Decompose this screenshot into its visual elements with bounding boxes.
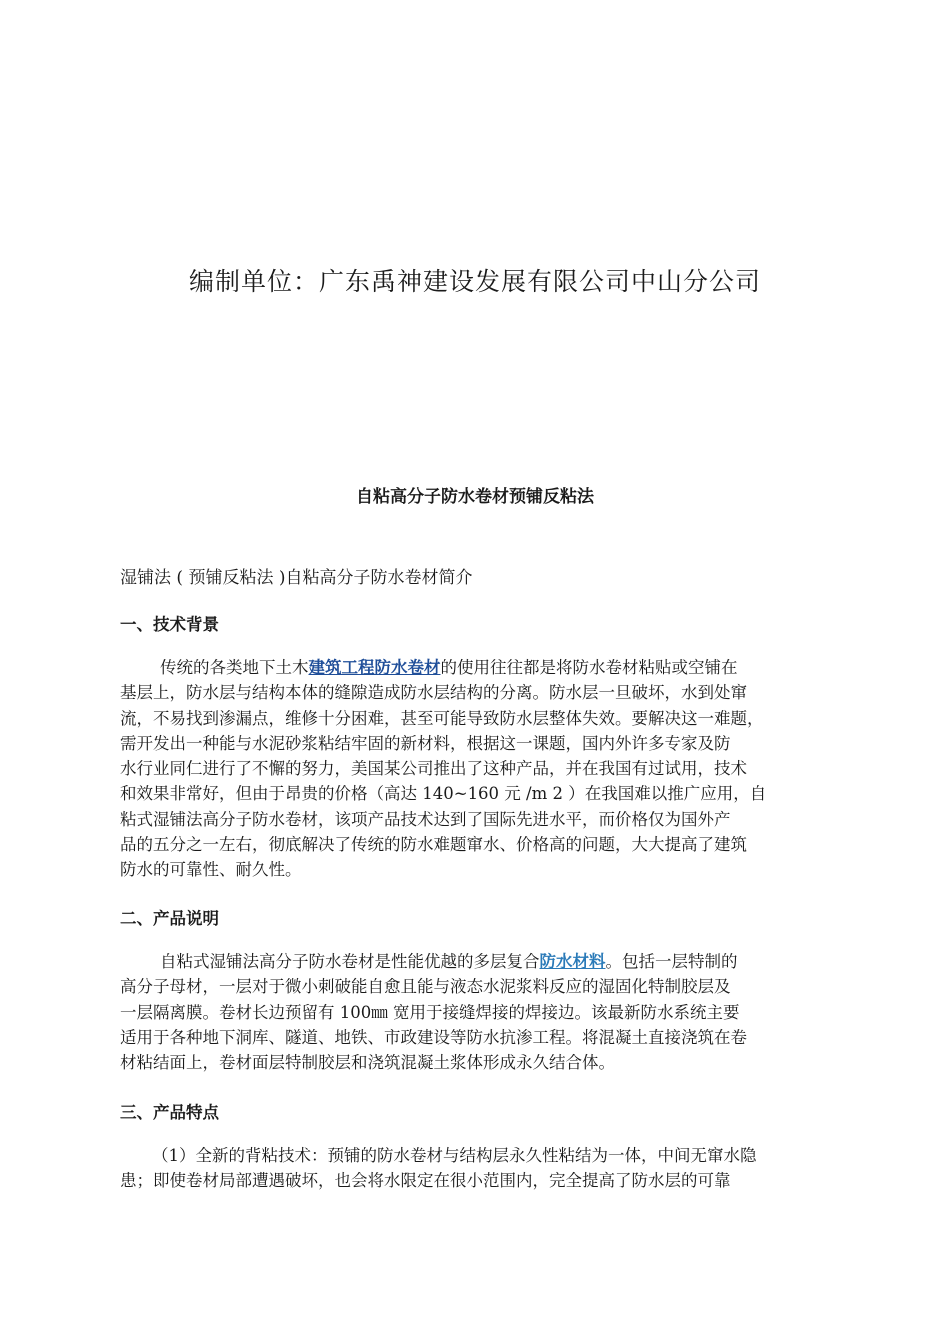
intro-line: 湿铺法 ( 预铺反粘法 )自粘高分子防水卷材简介	[120, 568, 473, 588]
paragraph-line: 防水的可靠性、耐久性。	[120, 860, 302, 880]
paragraph-line: 流，不易找到渗漏点，维修十分困难，甚至可能导致防水层整体失效。要解决这一难题，	[120, 708, 764, 728]
waterproof-membrane-link[interactable]: 建筑工程防水卷材	[308, 658, 441, 677]
section-1-heading: 一、技术背景	[120, 615, 219, 634]
document-title: 自粘高分子防水卷材预铺反粘法	[356, 487, 594, 507]
paragraph-line	[120, 949, 830, 974]
section-1-paragraph	[120, 655, 830, 883]
paragraph-line: 材粘结面上，卷材面层特制胶层和浇筑混凝土浆体形成永久结合体。	[120, 1053, 615, 1073]
paragraph-line: 和效果非常好，但由于昂贵的价格（高达 140~160 元 /m 2 ）在我国难以推广应用，自	[120, 784, 767, 804]
paragraph-line: 一层隔离膜。卷材长边预留有 100㎜ 宽用于接缝焊接的焊接边。该最新防水系统主要	[120, 1002, 740, 1022]
text-span: 。包括一层特制的	[605, 952, 738, 971]
paragraph-line: 粘式湿铺法高分子防水卷材，该项产品技术达到了国际先进水平，而价格仅为国外产	[120, 809, 731, 829]
paragraph-line: 基层上，防水层与结构本体的缝隙造成防水层结构的分离。防水层一旦破坏，水到处窜	[120, 683, 747, 703]
paragraph-line: 患；即使卷材局部遭遇破坏，也会将水限定在很小范围内，完全提高了防水层的可靠	[120, 1171, 731, 1191]
paragraph-line: 水行业同仁进行了不懈的努力，美国某公司推出了这种产品，并在我国有过试用，技术	[120, 759, 747, 779]
waterproof-material-link[interactable]: 防水材料	[539, 952, 606, 971]
section-2-paragraph	[120, 949, 830, 1075]
text-span: 传统的各类地下土木	[160, 658, 309, 677]
paragraph-line: 品的五分之一左右，彻底解决了传统的防水难题窜水、价格高的问题，大大提高了建筑	[120, 835, 747, 855]
text-span: 自粘式湿铺法高分子防水卷材是性能优越的多层复合	[160, 952, 540, 971]
paragraph-line: 高分子母材，一层对于微小刺破能自愈且能与液态水泥浆料反应的湿固化特制胶层及	[120, 977, 731, 997]
section-2-heading: 二、产品说明	[120, 909, 219, 928]
section-3-paragraph	[120, 1143, 830, 1194]
paragraph-line: 适用于各种地下洞库、隧道、地铁、市政建设等防水抗渗工程。将混凝土直接浇筑在卷	[120, 1027, 747, 1047]
paragraph-line: （1）全新的背粘技术：预铺的防水卷材与结构层永久性粘结为一体，中间无窜水隐	[152, 1146, 757, 1165]
paragraph-line	[120, 655, 830, 680]
paragraph-line: 需开发出一种能与水泥砂浆粘结牢固的新材料，根据这一课题，国内外许多专家及防	[120, 733, 731, 753]
compiling-unit: 编制单位：广东禹神建设发展有限公司中山分公司	[188, 267, 761, 296]
text-span: 的使用往往都是将防水卷材粘贴或空铺在	[440, 658, 738, 677]
section-3-heading: 三、产品特点	[120, 1103, 219, 1122]
